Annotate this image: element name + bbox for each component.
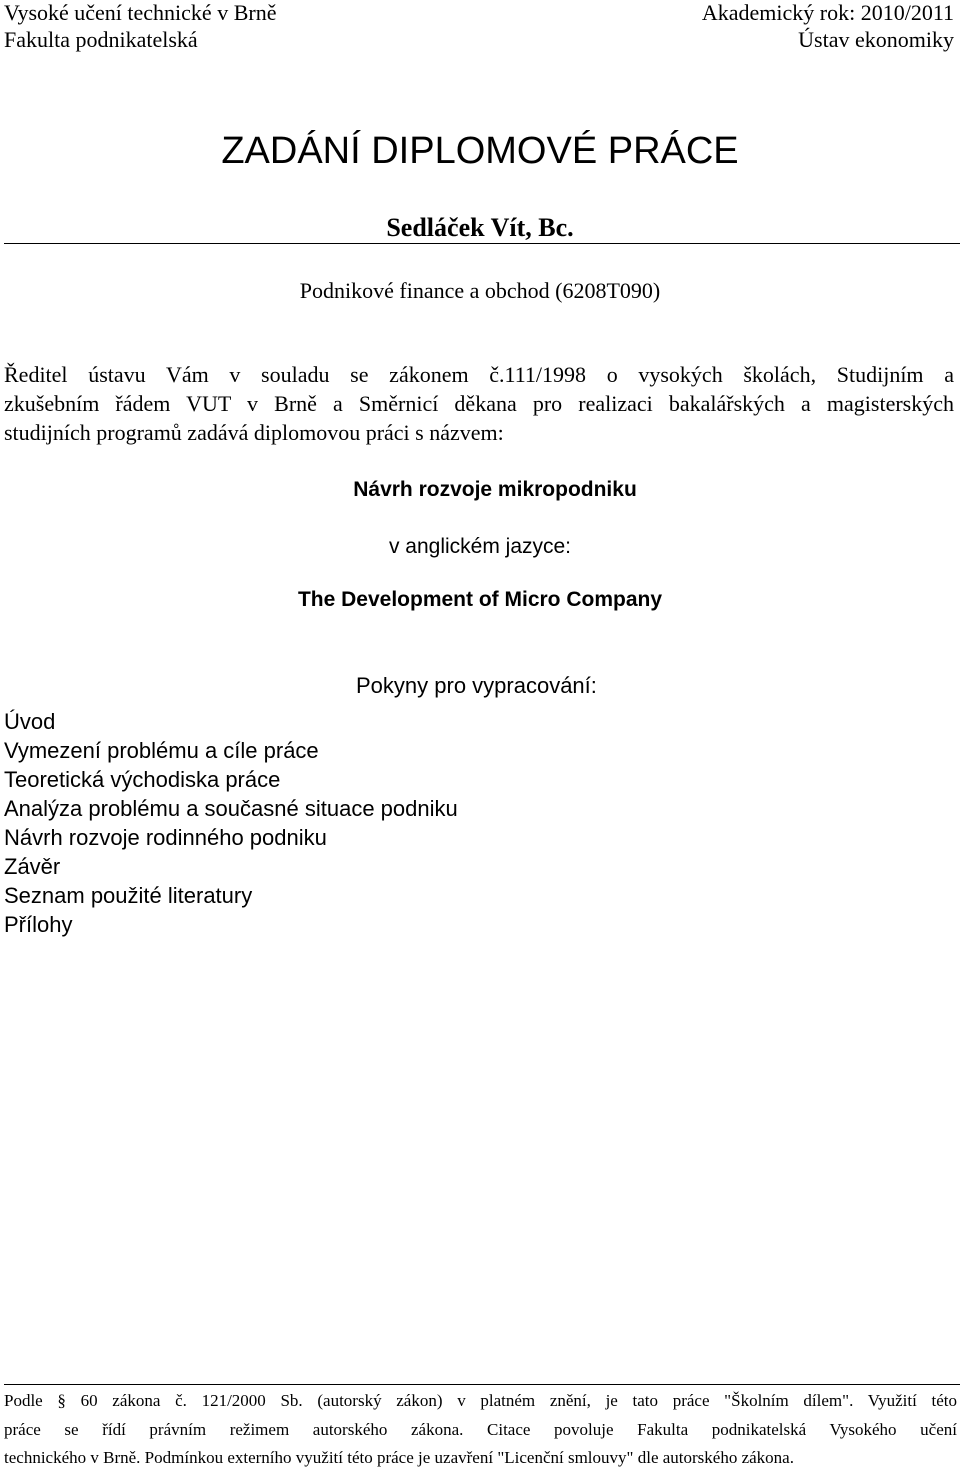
intro-line: zkušebním řádem VUT v Brně a Směrnicí děkana pro realizaci bakalářských a magisterských bbox=[4, 391, 954, 416]
faculty-name: Fakulta podnikatelská bbox=[4, 27, 198, 52]
list-item: Přílohy bbox=[4, 912, 73, 937]
list-item: Analýza problému a současné situace podniku bbox=[4, 796, 458, 821]
header-divider bbox=[4, 243, 960, 244]
footer-line: práce se řídí právním režimem autorského zákona. Citace povoluje Fakulta podnikatelská Vysokého učení bbox=[4, 1419, 957, 1439]
instructions-list bbox=[4, 707, 458, 939]
intro-line: studijních programů zadává diplomovou práci s názvem: bbox=[4, 420, 504, 445]
thesis-title-cz: Návrh rozvoje mikropodniku bbox=[353, 478, 637, 501]
intro-paragraph bbox=[4, 360, 954, 447]
list-item: Závěr bbox=[4, 854, 61, 879]
footer-line: Podle § 60 zákona č. 121/2000 Sb. (autorský zákon) v platném znění, je tato práce "Školním dílem". Využití této bbox=[4, 1391, 957, 1410]
list-item: Teoretická východiska práce bbox=[4, 767, 281, 792]
student-name: Sedláček Vít, Bc. bbox=[386, 213, 574, 242]
footer-divider bbox=[4, 1384, 960, 1385]
academic-year: Akademický rok: 2010/2011 bbox=[701, 0, 954, 25]
document-title: ZADÁNÍ DIPLOMOVÉ PRÁCE bbox=[221, 130, 739, 172]
university-name: Vysoké učení technické v Brně bbox=[4, 0, 277, 25]
thesis-title-en: The Development of Micro Company bbox=[297, 588, 663, 611]
english-title-label: v anglickém jazyce: bbox=[388, 535, 572, 558]
list-item: Seznam použité literatury bbox=[4, 883, 253, 908]
copyright-notice bbox=[4, 1387, 957, 1473]
intro-line: Ředitel ústavu Vám v souladu se zákonem č.111/1998 o vysokých školách, Studijním a bbox=[4, 362, 954, 387]
list-item: Vymezení problému a cíle práce bbox=[4, 738, 319, 763]
study-program: Podnikové finance a obchod (6208T090) bbox=[299, 278, 661, 303]
list-item: Návrh rozvoje rodinného podniku bbox=[4, 825, 327, 850]
instructions-heading: Pokyny pro vypracování: bbox=[356, 673, 597, 698]
footer-line: technického v Brně. Podmínkou externího využití této práce je uzavření "Licenční smlouvy" dle autorského zákona. bbox=[4, 1448, 794, 1467]
institute-name: Ústav ekonomiky bbox=[798, 27, 954, 52]
list-item: Úvod bbox=[4, 709, 56, 734]
